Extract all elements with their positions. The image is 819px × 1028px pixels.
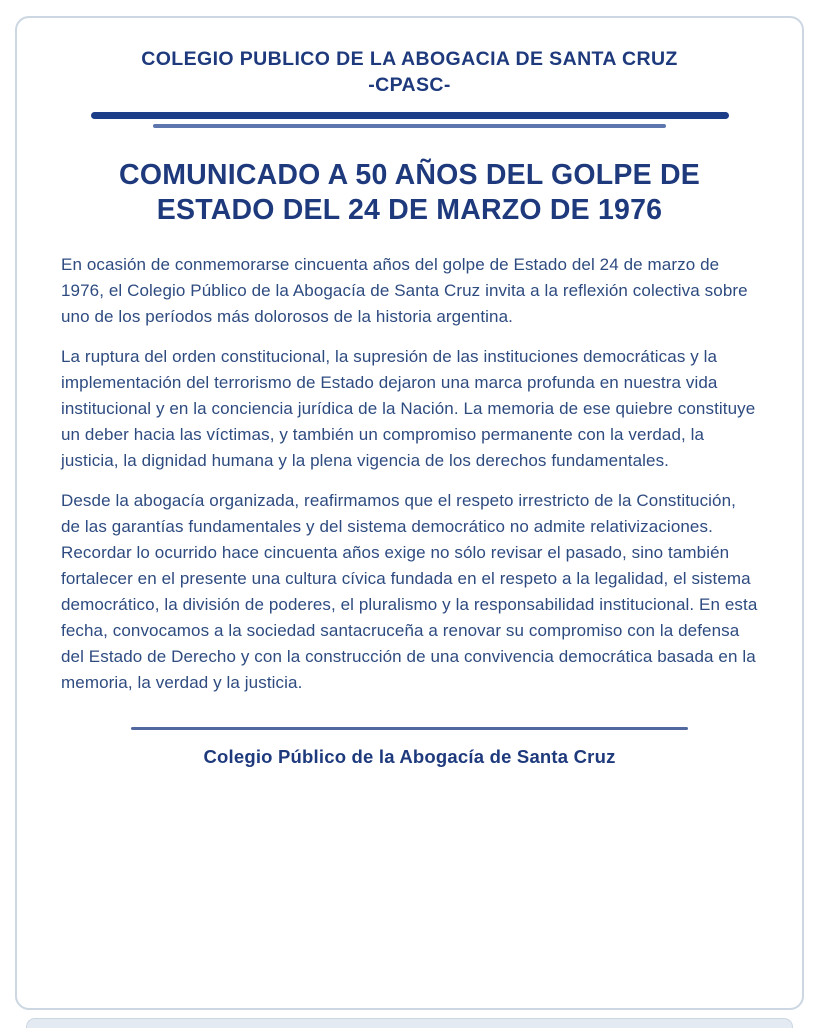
page-title: COMUNICADO A 50 AÑOS DEL GOLPE DE ESTADO DEL 24 DE MARZO DE 1976	[119, 159, 700, 226]
org-name: COLEGIO PUBLICO DE LA ABOGACIA DE SANTA CRUZ	[141, 48, 678, 70]
org-header	[61, 46, 758, 98]
footer-divider	[131, 727, 688, 730]
header-divider-thin	[153, 124, 666, 128]
next-card-peek	[26, 1018, 793, 1028]
communique-card	[15, 16, 804, 1010]
body-text	[61, 252, 758, 696]
org-acronym: -CPASC-	[368, 74, 451, 96]
paragraph-3: Desde la abogacía organizada, reafirmamos que el respeto irrestricto de la Constitución, de las garantías fundamentales y del sistema democrático no admite relativizaciones. Recordar lo ocurrido hace cincuenta años exige no sólo revisar el pasado, sino también fortalecer en el presente una cultura cívica fundada en el respeto a la legalidad, el sistema democrático, la división de poderes, el pluralismo y la responsabilidad institucional. En esta fecha, convocamos a la sociedad santacruceña a renovar su compromiso con la defensa del Estado de Derecho y con la construcción de una convivencia democrática basada en la memoria, la verdad y la justicia.	[61, 491, 758, 692]
paragraph-1: En ocasión de conmemorarse cincuenta años del golpe de Estado del 24 de marzo de 1976, el Colegio Público de la Abogacía de Santa Cruz invita a la reflexión colectiva sobre uno de los períodos más dolorosos de la historia argentina.	[61, 255, 748, 326]
signature: Colegio Público de la Abogacía de Santa Cruz	[203, 746, 616, 767]
paragraph-2: La ruptura del orden constitucional, la supresión de las instituciones democráticas y la implementación del terrorismo de Estado dejaron una marca profunda en nuestra vida institucional y en la conciencia jurídica de la Nación. La memoria de ese quiebre constituye un deber hacia las víctimas, y también un compromiso permanente con la verdad, la justicia, la dignidad humana y la plena vigencia de los derechos fundamentales.	[61, 347, 756, 470]
header-divider-thick	[91, 112, 729, 119]
